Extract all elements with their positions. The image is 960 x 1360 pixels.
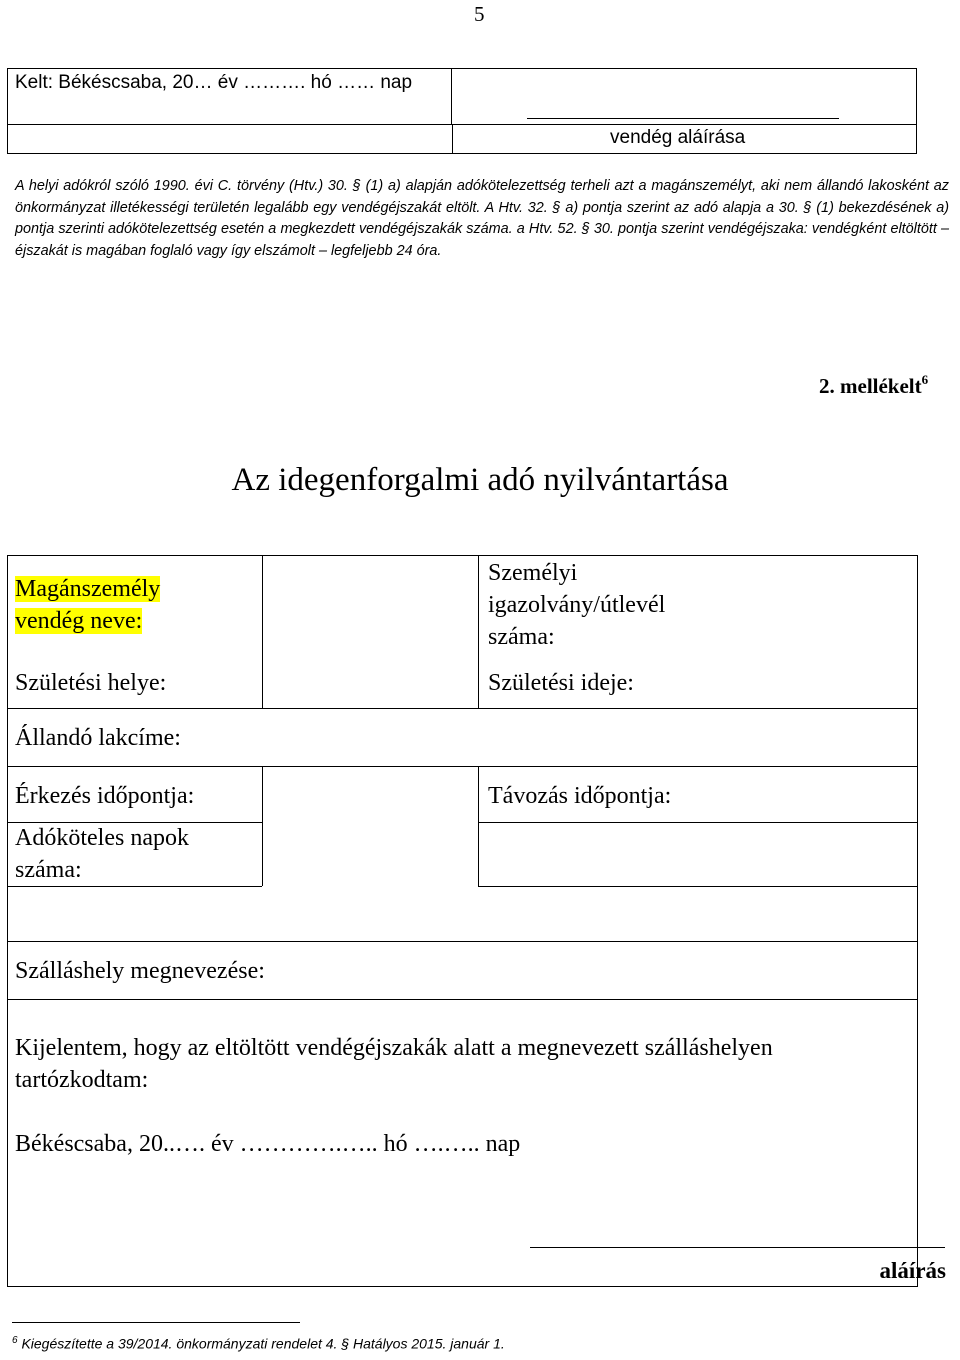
annex-label: 2. mellékelt$^6$: [819, 372, 929, 398]
departure-label: Távozás időpontja:: [488, 783, 672, 809]
page-number: 5: [474, 2, 485, 26]
blank-cell: [452, 69, 916, 125]
page-title: Az idegenforgalmi adó nyilvántartása: [231, 462, 729, 498]
row-divider-1: [8, 708, 917, 709]
col-divider-3: [262, 766, 263, 886]
registration-form: [7, 555, 918, 1287]
col-divider-2: [478, 556, 479, 708]
date-place-text: Kelt: Békéscsaba, 20… év ………. hó …… nap: [15, 72, 413, 93]
row-divider-2: [8, 766, 917, 767]
date-line: Békéscsaba, 20..…. év ………….….. hó ….….. nap: [15, 1131, 521, 1157]
address-label: Állandó lakcíme:: [15, 725, 181, 751]
footnote-ref: 6: [921, 372, 929, 387]
footnote-separator: [12, 1322, 300, 1323]
col-divider-1: [262, 556, 263, 708]
birth-date-label: Születési ideje:: [488, 670, 634, 696]
arrival-label: Érkezés időpontja:: [15, 783, 195, 809]
taxable-nights-label: Adóköteles napok száma:: [15, 825, 189, 883]
birth-place-label: Születési helye:: [15, 670, 167, 696]
legal-note: A helyi adókról szóló 1990. évi C. törvény (Htv.) 30. § (1) a) alapján adókötelezettség terheli azt a magánszemélyt, aki nem állandó lakosként az önkormányzat illetékességi területén legalább egy vendégéjszakát eltölt. A Htv. 32. § a) pontja szerint az adó alapja a 30. § (1) bekezdésének a) pontja szerinti adókötelezettség esetén a megkezdett vendégéjszakák száma. a Htv. 52. § 30. pontja szerint vendégéjszaka: vendégként eltöltött – éjszakát is magában foglaló vagy így elszámolt – legfeljebb 24 óra.: [15, 178, 949, 259]
signature-line: [530, 1247, 945, 1248]
signature-label: aláírás: [879, 1258, 946, 1283]
row-divider-4: [8, 886, 262, 887]
id-number-label: Személyi igazolvány/útlevél száma:: [488, 560, 666, 650]
row-divider-4b: [478, 886, 918, 887]
col-divider-4: [478, 766, 479, 886]
row-divider-6: [8, 999, 917, 1000]
guest-signature-line: [527, 118, 839, 119]
declaration-text: Kijelentem, hogy az eltöltött vendégéjszakák alatt a megnevezett szálláshelyen tartózkodtam:: [15, 1035, 773, 1093]
guest-name-label: Magánszemély vendég neve:: [15, 576, 161, 634]
footnote: $^6$ Kiegészítette a 39/2014. önkormányzati rendelet 4. § Hatályos 2015. január 1.: [12, 1335, 505, 1352]
guest-signature-label: vendég aláírása: [610, 127, 746, 148]
row-divider-3b: [478, 822, 918, 823]
row-divider-5: [8, 941, 917, 942]
accommodation-label: Szálláshely megnevezése:: [15, 958, 265, 984]
